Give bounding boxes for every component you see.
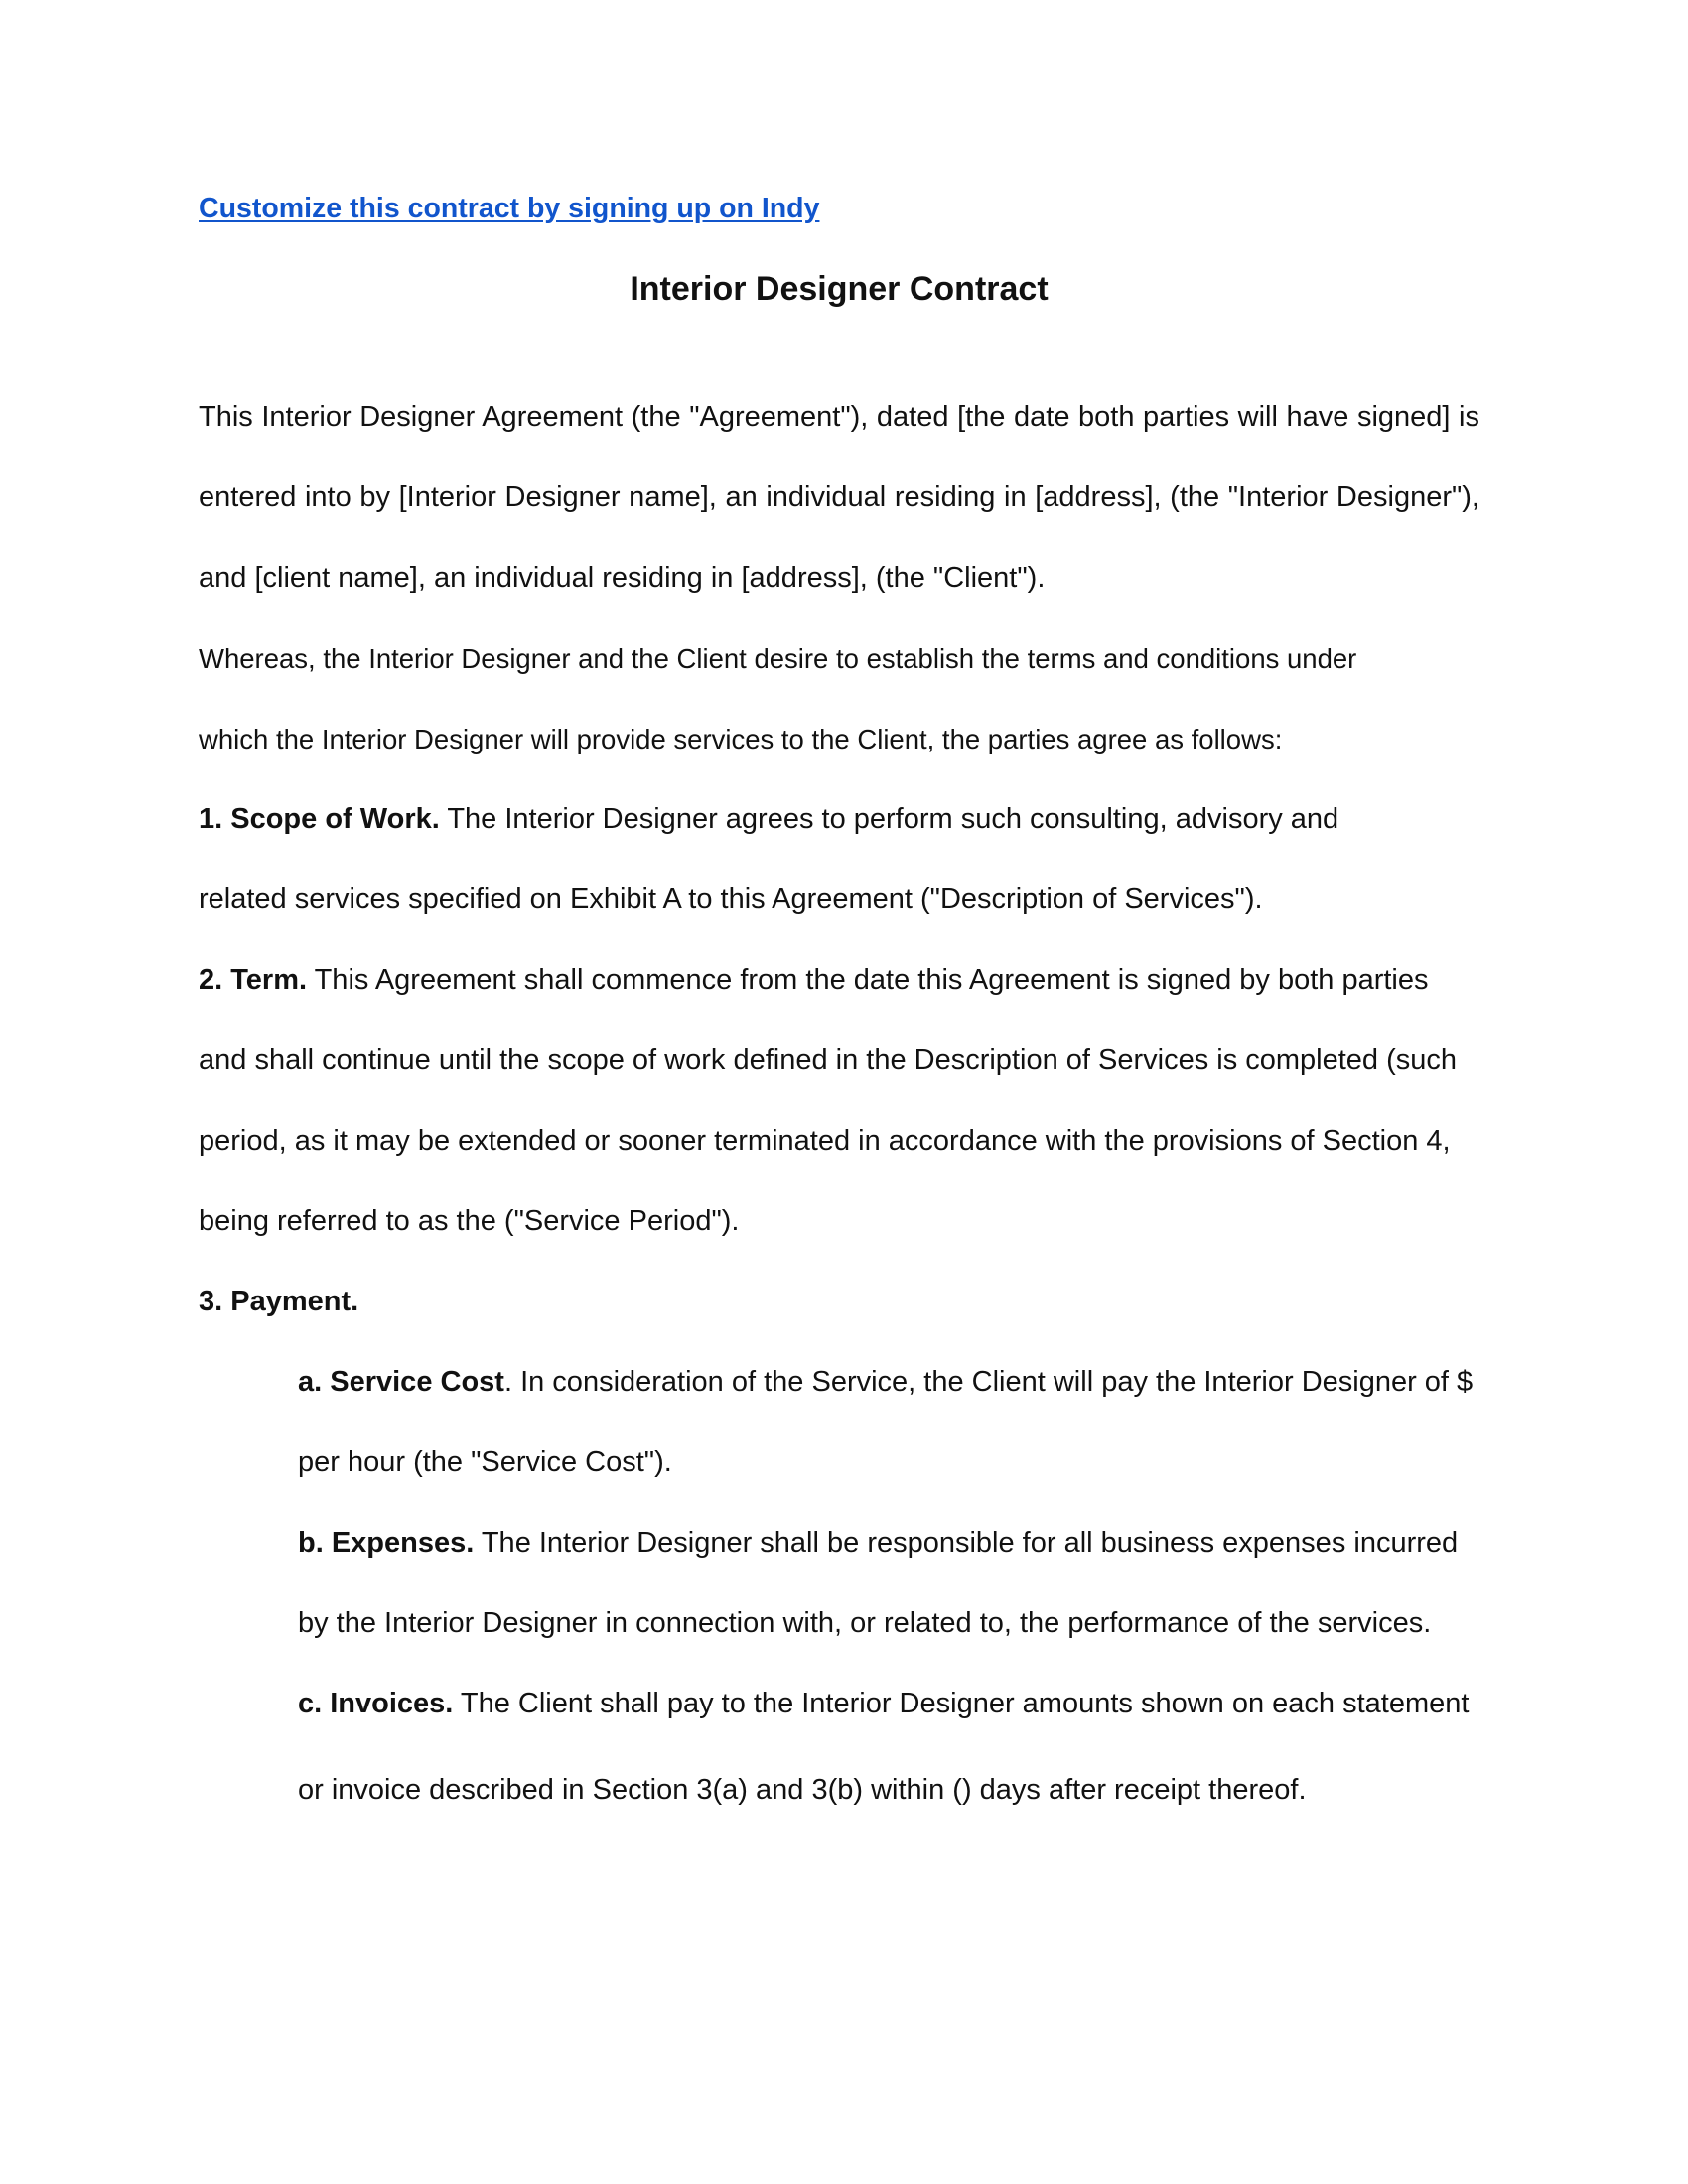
subsection-text: or invoice described in Section 3(a) and 3(b) within () days after receipt thereof. (298, 1774, 1307, 1806)
section-text: This Agreement shall commence from the date this Agreement is signed by both parties (307, 964, 1429, 996)
intro-paragraph: This Interior Designer Agreement (the "Agreement"), dated [the date both parties will have signed] is entered into by [Interior Designer name], an individual residing in [address], (the "Interior Designer"), and [client name], an individual residing in [address], (the "Client"). (199, 401, 1479, 594)
subsection-text: The Interior Designer shall be responsible for all business expenses incurred (474, 1527, 1459, 1559)
subsection-text: The Client shall pay to the Interior Designer amounts shown on each statement (453, 1688, 1470, 1719)
section-term (199, 940, 1479, 1262)
whereas-line: which the Interior Designer will provide services to the Client, the parties agree as follows: (199, 724, 1283, 754)
document-page (199, 0, 1479, 2184)
subsection-invoices (298, 1664, 1479, 1831)
subsection-label: a. Service Cost (298, 1366, 504, 1398)
subsection-text: per hour (the "Service Cost"). (298, 1446, 672, 1478)
section-text: period, as it may be extended or sooner terminated in accordance with the provisions of Section 4, (199, 1125, 1451, 1157)
subsection-text: . In consideration of the Service, the Client will pay the Interior Designer of $ (503, 1366, 1474, 1398)
whereas-line: Whereas, the Interior Designer and the Client desire to establish the terms and conditions under (199, 643, 1357, 674)
subsection-expenses (298, 1503, 1479, 1664)
subsection-text: by the Interior Designer in connection with, or related to, the performance of the services. (298, 1607, 1432, 1639)
subsection-label: b. Expenses. (298, 1527, 475, 1559)
contract-body (199, 377, 1479, 1831)
section-text: related services specified on Exhibit A to this Agreement ("Description of Services"). (199, 884, 1263, 915)
section-text: and shall continue until the scope of work defined in the Description of Services is completed (such (199, 1044, 1458, 1076)
subsection-label: c. Invoices. (298, 1688, 454, 1719)
section-text: being referred to as the ("Service Period"). (199, 1205, 740, 1237)
section-label: 2. Term. (199, 964, 308, 996)
section-payment (199, 1262, 1479, 1342)
page-title: Interior Designer Contract (630, 270, 1049, 308)
subsection-service-cost (298, 1342, 1479, 1503)
whereas-paragraph (199, 618, 1479, 779)
payment-subsections (199, 1342, 1479, 1831)
section-label: 1. Scope of Work. (199, 803, 440, 835)
section-label: 3. Payment. (199, 1286, 359, 1317)
signup-link[interactable]: Customize this contract by signing up on Indy (199, 193, 820, 224)
section-scope-of-work (199, 779, 1479, 940)
section-text: The Interior Designer agrees to perform such consulting, advisory and (439, 803, 1339, 835)
